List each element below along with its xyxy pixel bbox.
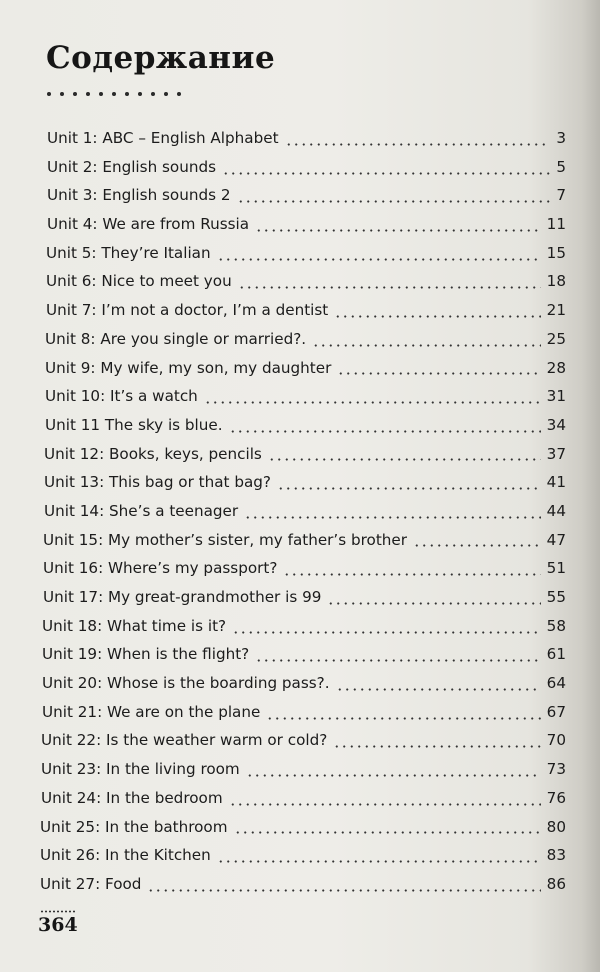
- toc-entry-page: 86: [546, 874, 566, 893]
- toc-entry: [0, 124, 600, 153]
- toc-entry-page: 64: [546, 674, 566, 693]
- toc-entry-page: 7: [556, 186, 566, 205]
- toc-entry-title: Unit 13: This bag or that bag?: [44, 473, 271, 492]
- toc-entry-page: 76: [546, 788, 566, 807]
- toc-entry: [0, 267, 600, 296]
- toc-entry-page: 11: [546, 215, 566, 234]
- toc-entry-page: 51: [546, 559, 566, 578]
- toc-dot-leader: [246, 774, 541, 777]
- toc-dot-leader: [244, 516, 541, 519]
- toc-entry-page: 28: [546, 358, 566, 377]
- toc-entry-page: 41: [546, 473, 566, 492]
- toc-dot-leader: [238, 286, 541, 289]
- toc-entry-title: Unit 26: In the Kitchen: [40, 846, 211, 865]
- toc-entry-title: Unit 11 The sky is blue.: [45, 415, 223, 434]
- toc-dot-leader: [229, 430, 541, 433]
- toc-entry: [0, 784, 600, 813]
- toc-entry: [0, 411, 600, 440]
- toc-dot-leader: [147, 889, 540, 892]
- toc-entry: [0, 698, 600, 727]
- toc-dot-leader: [222, 172, 550, 175]
- page-number: 364: [38, 914, 78, 936]
- toc-entry-title: Unit 23: In the living room: [41, 760, 240, 779]
- toc-entry-title: Unit 22: Is the weather warm or cold?: [41, 731, 328, 750]
- toc-entry-title: Unit 9: My wife, my son, my daughter: [45, 358, 332, 377]
- toc-entry-page: 58: [546, 616, 566, 635]
- toc-dot-leader: [268, 458, 541, 461]
- toc-entry: [0, 813, 600, 842]
- toc-dot-leader: [255, 659, 540, 662]
- toc-entry-page: 73: [546, 760, 566, 779]
- toc-entry-title: Unit 14: She’s a teenager: [44, 501, 239, 520]
- toc-entry-title: Unit 18: What time is it?: [42, 616, 227, 635]
- toc-entry-page: 44: [546, 501, 566, 520]
- toc-entry-title: Unit 2: English sounds: [47, 157, 217, 176]
- toc-dot-leader: [237, 200, 551, 203]
- toc-entry: [0, 612, 600, 641]
- toc-entry: [0, 870, 600, 899]
- toc-entry-page: 3: [556, 129, 566, 147]
- toc-dot-leader: [283, 573, 540, 576]
- toc-entry-title: Unit 12: Books, keys, pencils: [44, 444, 262, 463]
- toc-entry-page: 70: [546, 731, 566, 750]
- toc-entry-title: Unit 4: We are from Russia: [47, 215, 250, 234]
- toc-entry: [0, 726, 600, 755]
- toc-entry-title: Unit 7: I’m not a doctor, I’m a dentist: [46, 301, 329, 320]
- toc-entry-page: 61: [546, 645, 566, 664]
- toc-entry-title: Unit 15: My mother’s sister, my father’s brother: [43, 530, 408, 549]
- toc-entry-page: 25: [546, 329, 566, 348]
- toc-entry-title: Unit 21: We are on the plane: [42, 702, 261, 721]
- toc-entry-page: 55: [546, 588, 566, 606]
- toc-entry-title: Unit 6: Nice to meet you: [46, 272, 232, 291]
- toc-entry-title: Unit 16: Where’s my passport?: [43, 559, 278, 578]
- toc-dot-leader: [217, 258, 541, 261]
- toc-dot-leader: [255, 229, 541, 232]
- toc-dot-leader: [266, 717, 540, 720]
- toc-entry-page: 15: [546, 243, 566, 262]
- toc-entry: [0, 181, 600, 210]
- toc-entry: [0, 153, 600, 182]
- table-of-contents: [0, 124, 600, 899]
- toc-entry: [0, 325, 600, 354]
- toc-dot-leader: [217, 860, 541, 863]
- page-title: Содержание: [46, 40, 276, 76]
- toc-entry: [0, 755, 600, 784]
- toc-dot-leader: [413, 544, 541, 547]
- toc-entry: [0, 296, 600, 325]
- toc-dot-leader: [232, 631, 541, 634]
- toc-entry: [0, 354, 600, 383]
- toc-entry-page: 67: [546, 702, 566, 721]
- toc-dot-leader: [334, 315, 540, 318]
- toc-dot-leader: [234, 831, 541, 834]
- toc-entry: [0, 841, 600, 870]
- toc-entry-page: 31: [546, 387, 566, 406]
- toc-entry: [0, 669, 600, 698]
- toc-entry-page: 83: [546, 846, 566, 865]
- toc-entry: [0, 468, 600, 497]
- toc-entry-title: Unit 3: English sounds 2: [47, 186, 231, 205]
- toc-entry-title: Unit 1: ABC – English Alphabet: [47, 129, 279, 147]
- toc-entry: [0, 554, 600, 583]
- toc-dot-leader: [337, 372, 540, 375]
- toc-entry-title: Unit 25: In the bathroom: [40, 817, 228, 836]
- toc-dot-leader: [333, 745, 540, 748]
- toc-entry-title: Unit 17: My great-grandmother is 99: [43, 588, 322, 606]
- toc-entry-page: 5: [556, 157, 566, 176]
- toc-entry-page: 80: [546, 817, 566, 836]
- toc-entry-title: Unit 24: In the bedroom: [41, 788, 223, 807]
- toc-entry-title: Unit 5: They’re Italian: [46, 243, 211, 262]
- toc-dot-leader: [277, 487, 541, 490]
- toc-entry: [0, 440, 600, 469]
- toc-entry: [0, 239, 600, 268]
- toc-dot-leader: [312, 344, 541, 347]
- toc-entry-title: Unit 20: Whose is the boarding pass?.: [42, 674, 330, 693]
- toc-dot-leader: [336, 688, 541, 691]
- toc-dot-leader: [327, 602, 540, 605]
- toc-entry: [0, 382, 600, 411]
- toc-entry-title: Unit 27: Food: [40, 874, 142, 893]
- toc-entry: [0, 526, 600, 555]
- toc-entry-title: Unit 8: Are you single or married?.: [45, 329, 307, 348]
- toc-entry: [0, 583, 600, 612]
- toc-entry-title: Unit 10: It’s a watch: [45, 387, 198, 406]
- page-number-dot-divider: [40, 910, 76, 913]
- toc-entry-title: Unit 19: When is the flight?: [42, 645, 250, 664]
- toc-entry-page: 18: [546, 272, 566, 291]
- toc-dot-leader: [285, 143, 551, 146]
- toc-entry: [0, 640, 600, 669]
- toc-entry-page: 37: [546, 444, 566, 463]
- toc-entry: [0, 497, 600, 526]
- heading-dot-divider: [47, 92, 181, 96]
- toc-entry-page: 47: [546, 530, 566, 549]
- toc-dot-leader: [204, 401, 541, 404]
- toc-dot-leader: [229, 803, 541, 806]
- toc-entry: [0, 210, 600, 239]
- toc-entry-page: 34: [546, 415, 566, 434]
- toc-entry-page: 21: [546, 301, 566, 320]
